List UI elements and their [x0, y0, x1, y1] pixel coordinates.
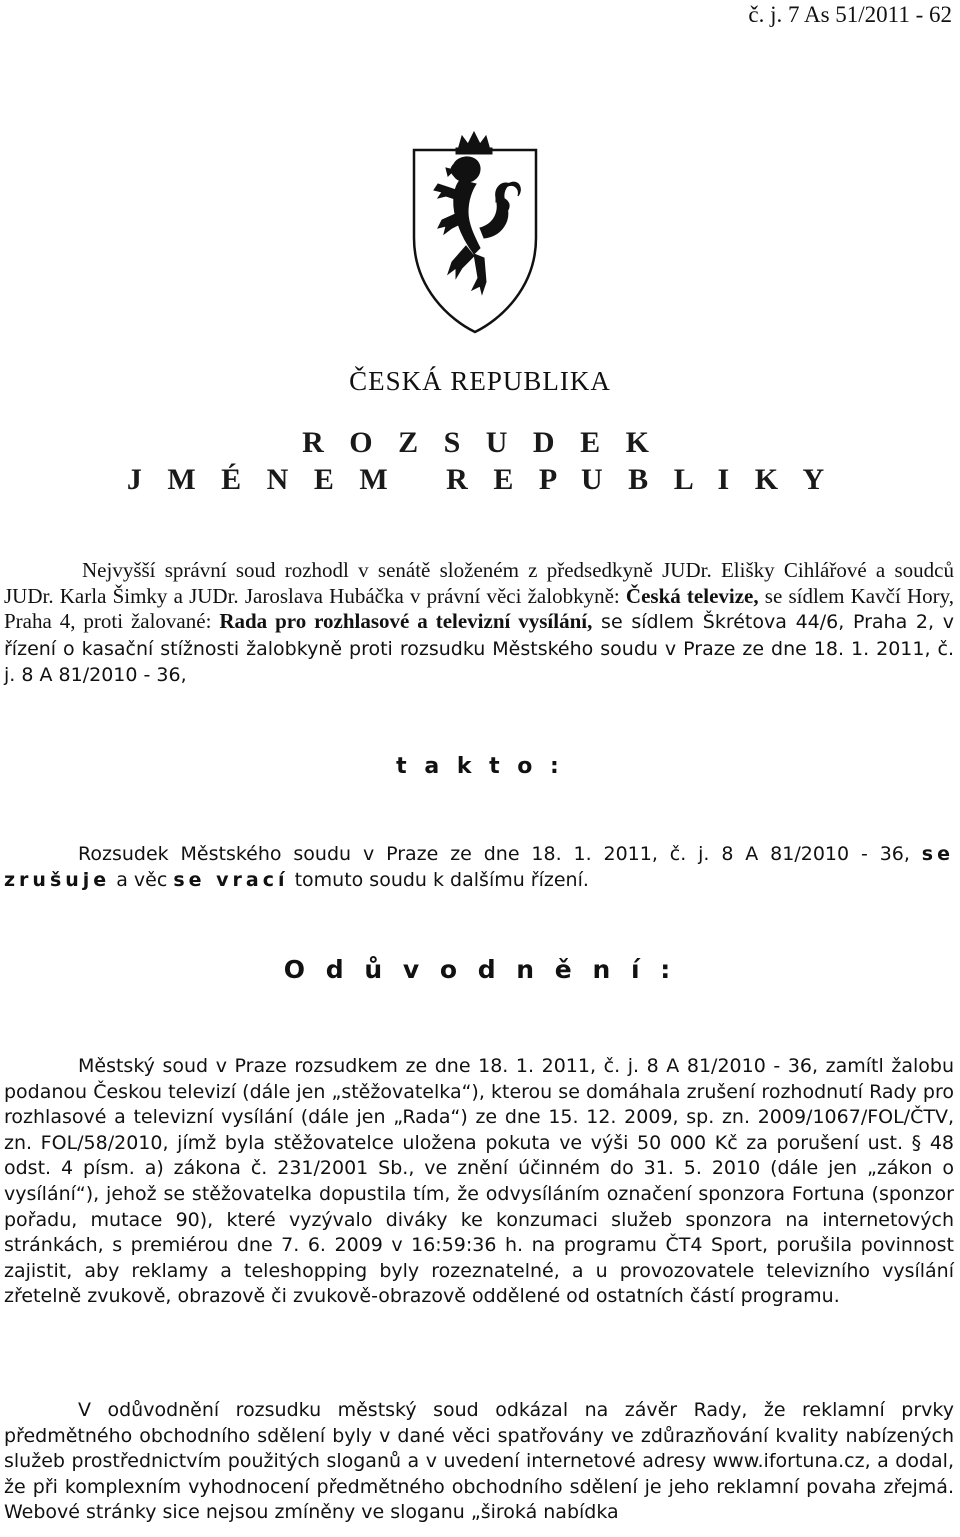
- in-name-of-republic: J M É N E M R E P U B L I K Y: [126, 463, 834, 496]
- ruling-text-2: a věc: [110, 868, 174, 891]
- intro-text-2: se sídlem Kavčí Hory, Praha 4, proti žalované:: [4, 583, 954, 634]
- case-reference: č. j. 7 As 51/2011 - 62: [748, 2, 952, 27]
- country-title: ČESKÁ REPUBLIKA: [349, 366, 611, 396]
- intro-text-3: se sídlem Škrétova 44/6, Praha 2, v řízení o kasační stížnosti žalobkyně proti rozsudku Městského soudu v Praze ze dne 18. 1. 2011, č. j. 8 A 81/2010 - 36,: [4, 611, 955, 687]
- ruling-paragraph: [4, 842, 954, 893]
- defendant-name: Rada pro rozhlasové a televizní vysílání,: [219, 609, 593, 634]
- reasoning-paragraph-1: Městský soud v Praze rozsudkem ze dne 18. 1. 2011, č. j. 8 A 81/2010 - 36, zamítl žalobu podanou Českou televizí (dále jen „stěžovatelka“), kterou se domáhala zrušení rozhodnutí Rady pro rozhlasové a televizní vysílání (dále jen „Rada“) ze dne 15. 12. 2009, sp. zn. 2009/1067/FOL/ČTV, zn. FOL/58/2010, jímž byla stěžovatelce uložena pokuta ve výši 50 000 Kč za porušení ust. § 48 odst. 4 písm. a) zákona č. 231/2001 Sb., ve znění účinném do 31. 5. 2010 (dále jen „zákon o vysílání“), jehož se stěžovatelka dopustila tím, že odvysíláním označení sponzora Fortuna (sponzor pořadu, mutace 90), které vyzývalo diváky ke konzumaci služeb sponzora na internetových stránkách, s premiérou dne 7. 6. 2009 v 16:59:36 h. na programu ČT4 Sport, porušila povinnost zajistit, aby reklamy a teleshopping byly rozeznatelné, a u provozovatele televizního vysílání zřetelně zvukově, obrazově či zvukově-obrazově oddělené od ostatních částí programu.: [4, 1055, 954, 1308]
- reasoning-heading: O d ů v o d n ě n í :: [283, 955, 677, 984]
- verdict-title: R O Z S U D E K: [302, 426, 658, 459]
- reasoning-paragraph-2: V odůvodnění rozsudku městský soud odkázal na závěr Rady, že reklamní prvky předmětného obchodního sdělení byly v dané věci spatřovány ve zdůrazňování kvality nabízených služeb prostřednictvím použitých sloganů a v uvedení internetové adresy www.ifortuna.cz, a dodal, že při komplexním vyhodnocení předmětného obchodního sdělení je jeho reklamní povaha zřejmá. Webové stránky sice nejsou zmíněny ve sloganu „široká nabídka: [4, 1399, 954, 1524]
- ruling-annulled: se zrušuje: [4, 843, 954, 891]
- ruling-text-3: tomuto soudu k dalšímu řízení.: [288, 868, 589, 891]
- ruling-returned: se vrací: [173, 868, 289, 891]
- takto-heading: t a k t o :: [396, 754, 564, 779]
- intro-text-1: Nejvyšší správní soud rozhodl v senátě složeném z předsedkyně JUDr. Elišky Cihlářové a soudců JUDr. Karla Šimky a JUDr. Jaroslava Hubáčka v právní věci žalobkyně:: [4, 558, 954, 608]
- intro-paragraph: [4, 558, 954, 689]
- plaintiff-name: Česká televize,: [625, 583, 759, 608]
- czech-lion-coat-of-arms-icon: [408, 128, 542, 336]
- ruling-text-1: Rozsudek Městského soudu v Praze ze dne 18. 1. 2011, č. j. 8 A 81/2010 - 36,: [78, 843, 922, 865]
